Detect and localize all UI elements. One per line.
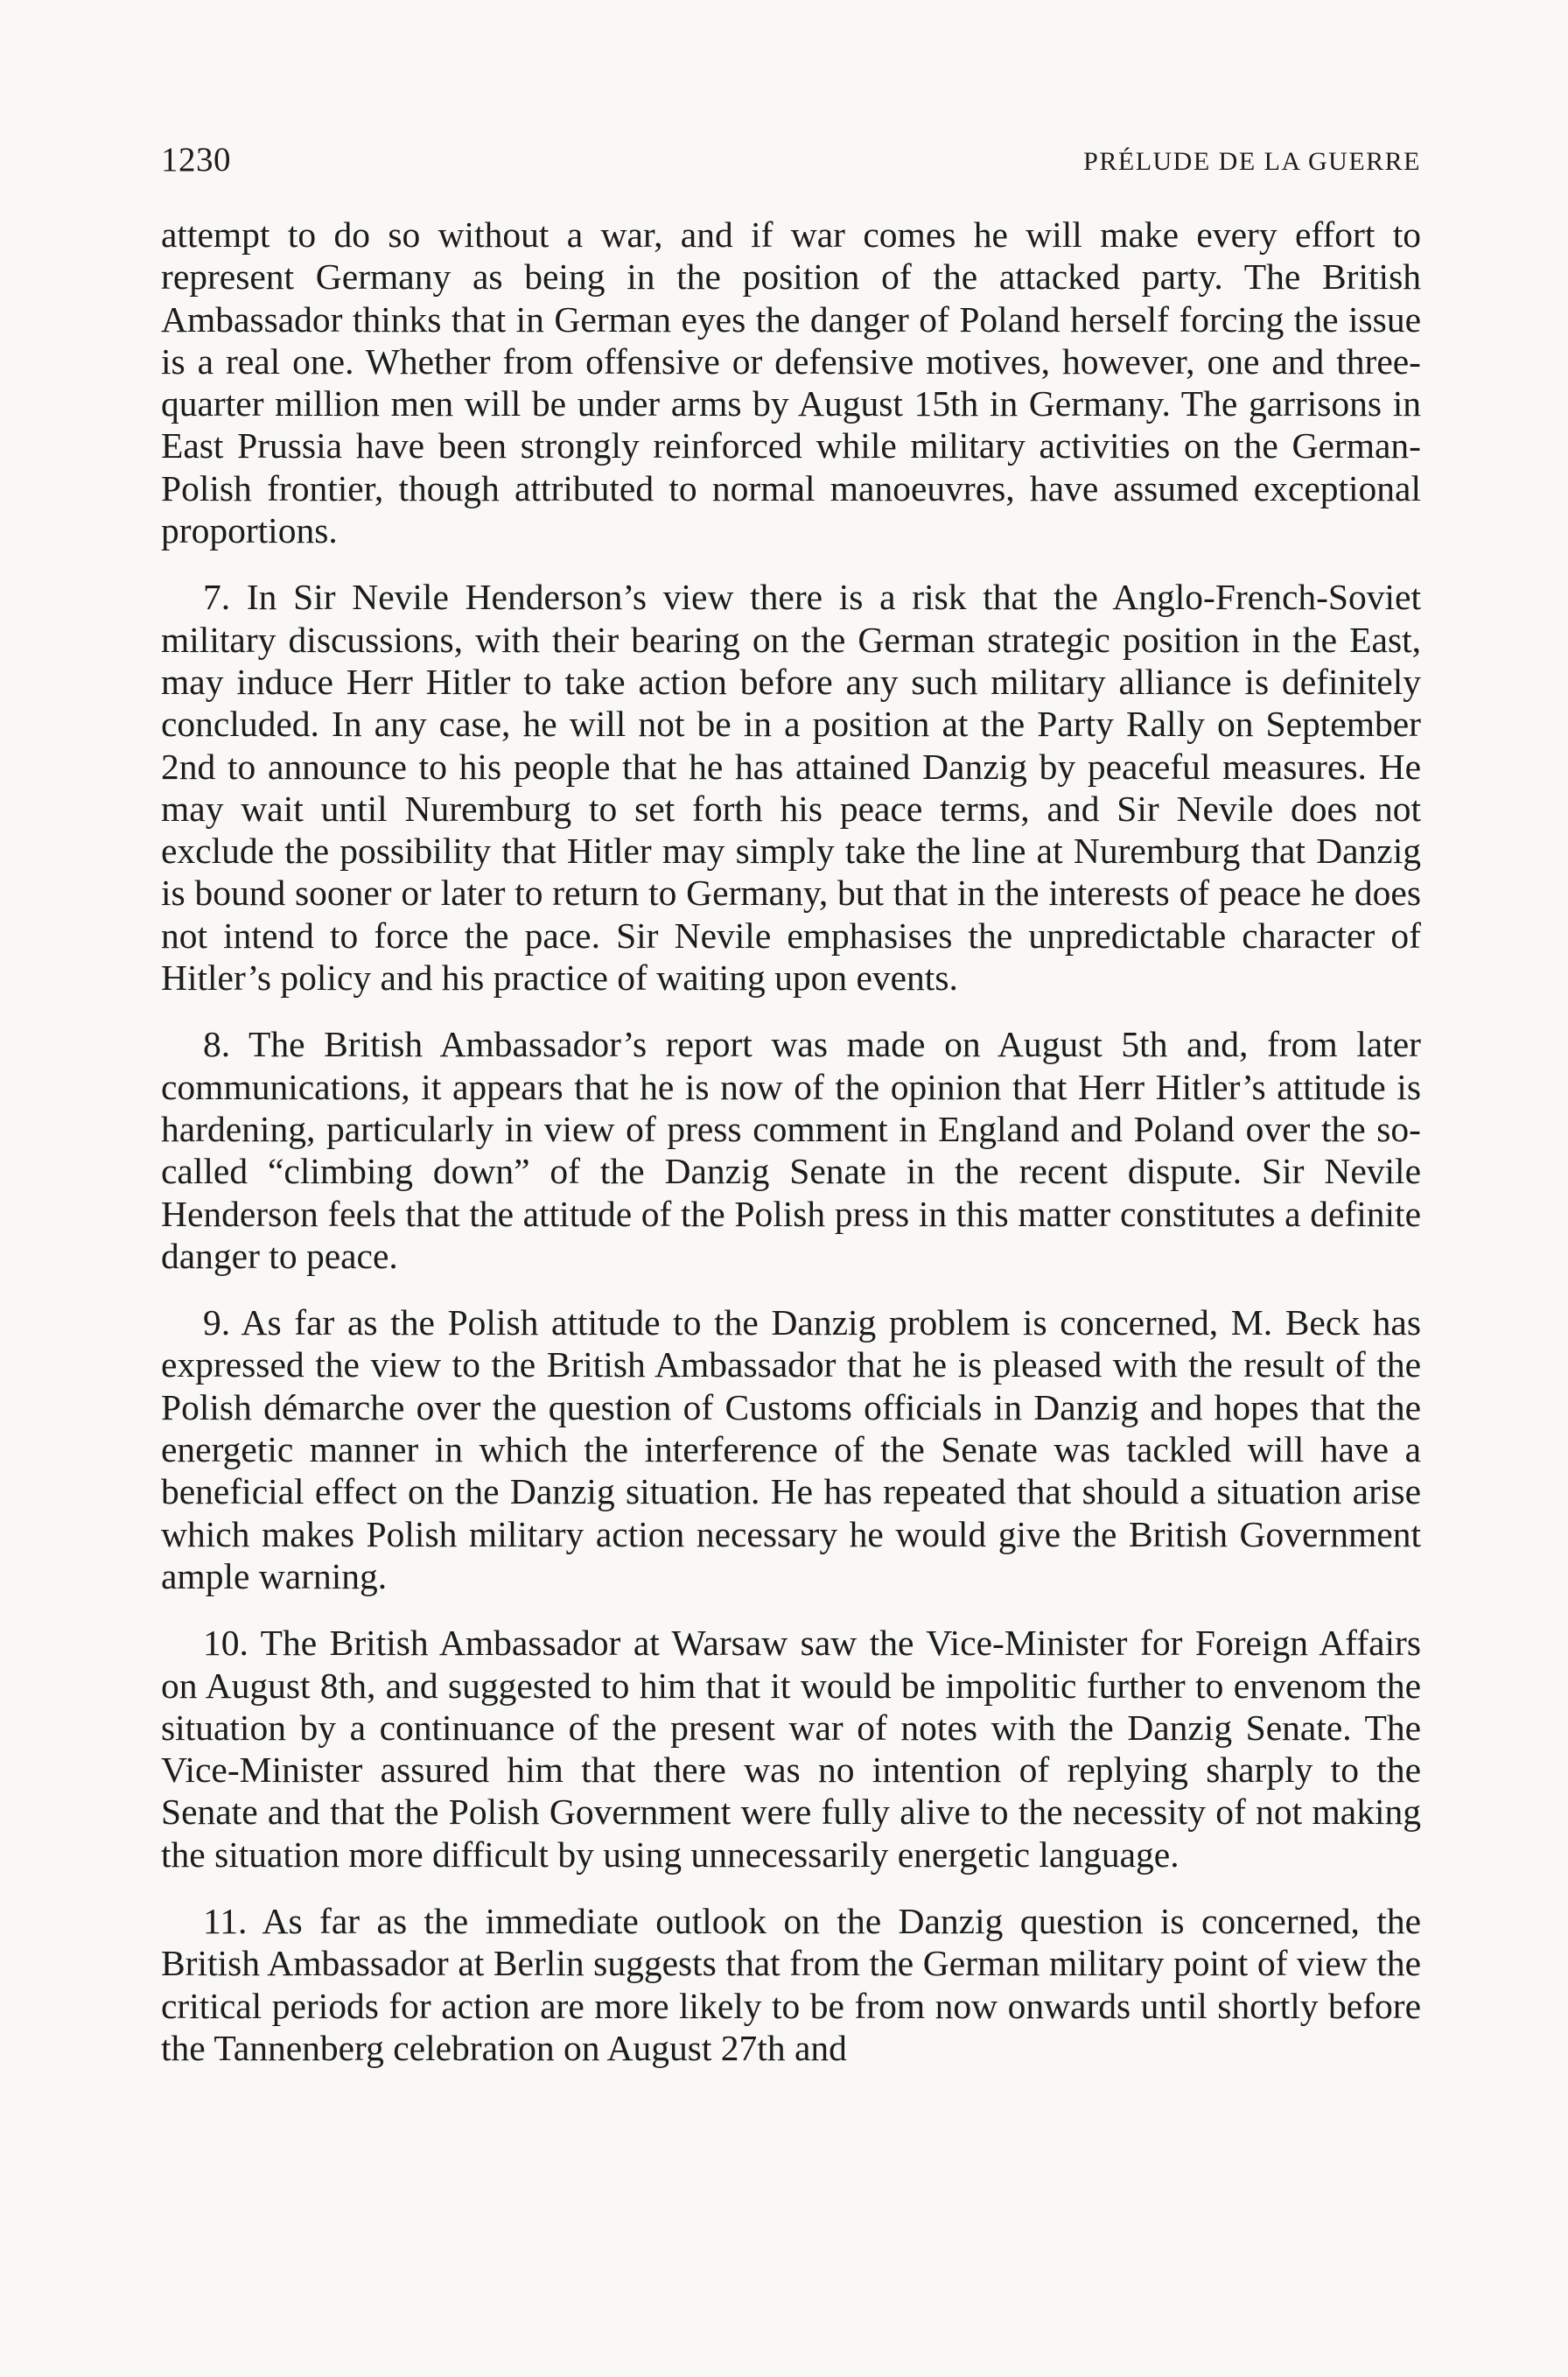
paragraph-10: 10. The British Ambassador at Warsaw saw the Vice-Minister for Foreign Affairs on August 8th, and suggested to him that it would be impolitic further to envenom the situation by a continuance of the present war of notes with the Danzig Senate. The Vice-Minister assured him that there was no intention of replying sharply to the Senate and that the Polish Government were fully alive to the necessity of not making the situation more difficult by using unnecessarily energetic language. bbox=[161, 1623, 1421, 1875]
running-head bbox=[161, 140, 1421, 184]
paragraph-9: 9. As far as the Polish attitude to the Danzig problem is concerned, M. Beck has expressed the view to the British Ambassador that he is pleased with the result of the Polish démarche over the question of Customs officials in Danzig and hopes that the energetic manner in which the interference of the Senate was tackled will have a beneficial effect on the Danzig situation. He has repeated that should a situation arise which makes Polish military action necessary he would give the British Government ample warning. bbox=[161, 1302, 1421, 1596]
paragraph-7: 7. In Sir Nevile Henderson’s view there is a risk that the Anglo-French-Soviet military discussions, with their bearing on the German strategic position in the East, may induce Herr Hitler to take action before any such military alliance is definitely concluded. In any case, he will not be in a position at the Party Rally on September 2nd to announce to his people that he has attained Danzig by peaceful measures. He may wait until Nuremburg to set forth his peace terms, and Sir Nevile does not exclude the possibility that Hitler may simply take the line at Nuremburg that Danzig is bound sooner or later to return to Germany, but that in the interests of peace he does not intend to force the pace. Sir Nevile emphasises the unpredictable character of Hitler’s policy and his practice of waiting upon events. bbox=[161, 577, 1421, 999]
paragraph-continued: attempt to do so without a war, and if war comes he will make every effort to represent Germany as being in the position of the attacked party. The British Ambassador thinks that in German eyes the danger of Poland herself forcing the issue is a real one. Whether from offensive or defensive motives, however, one and three-quarter million men will be under arms by August 15th in Germany. The garrisons in East Prussia have been strongly reinforced while military activities on the German-Polish frontier, though attributed to normal manoeuvres, have assumed exceptional proportions. bbox=[161, 214, 1421, 551]
paragraph-8: 8. The British Ambassador’s report was made on August 5th and, from later communications, it appears that he is now of the opinion that Herr Hitler’s attitude is hardening, particularly in view of press comment in England and Poland over the so-called “climbing down” of the Danzig Senate in the recent dispute. Sir Nevile Henderson feels that the attitude of the Polish press in this matter constitutes a definite danger to peace. bbox=[161, 1024, 1421, 1276]
page-number: 1230 bbox=[161, 141, 231, 179]
section-title: PRÉLUDE DE LA GUERRE bbox=[1083, 147, 1421, 176]
paragraph-11: 11. As far as the immediate outlook on the Danzig question is concerned, the British Ambassador at Berlin suggests that from the German military point of view the critical periods for action are more likely to be from now onwards until shortly before the Tannenberg celebration on August 27th and bbox=[161, 1900, 1421, 2068]
body-text bbox=[161, 214, 1421, 2093]
